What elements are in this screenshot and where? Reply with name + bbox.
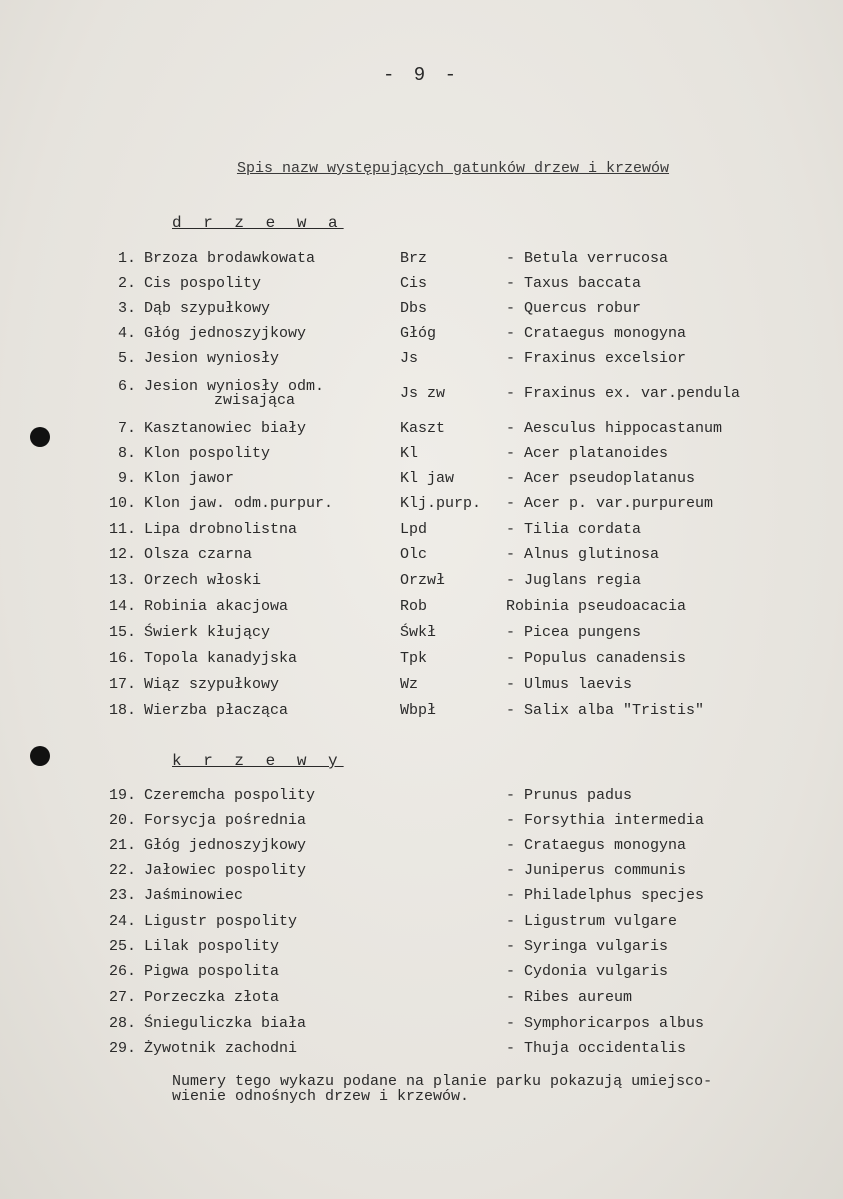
abbreviation: Js (400, 350, 419, 367)
polish-name: Głóg jednoszyjkowy (144, 837, 307, 854)
abbreviation: Kl jaw (400, 470, 455, 487)
polish-name: Jesion wyniosły (144, 350, 280, 367)
latin-name: - Acer p. var.purpureum (506, 495, 714, 512)
document-title: Spis nazw występujących gatunków drzew i krzewów (236, 160, 670, 177)
latin-name: - Crataegus monogyna (506, 325, 687, 342)
item-number: 27. (108, 989, 136, 1006)
polish-name: Wierzba płacząca (144, 702, 289, 719)
abbreviation: Tpk (400, 650, 428, 667)
abbreviation: Olc (400, 546, 428, 563)
abbreviation: Dbs (400, 300, 428, 317)
item-number: 3. (117, 300, 136, 317)
polish-name: Orzech włoski (144, 572, 262, 589)
abbreviation: Śwkł (400, 624, 437, 641)
item-number: 26. (108, 963, 136, 980)
abbreviation: Brz (400, 250, 428, 267)
item-number: 2. (117, 275, 136, 292)
item-number: 17. (108, 676, 136, 693)
polish-name: Wiąz szypułkowy (144, 676, 280, 693)
page-number: - 9 - (382, 64, 460, 86)
item-number: 22. (108, 862, 136, 879)
abbreviation: Js zw (400, 385, 446, 402)
polish-name: Świerk kłujący (144, 624, 271, 641)
trees-heading: d r z e w a (172, 214, 344, 232)
abbreviation: Orzwł (400, 572, 446, 589)
latin-name: Robinia pseudoacacia (506, 598, 687, 615)
footnote-line-2: wienie odnośnych drzew i krzewów. (172, 1088, 470, 1105)
latin-name: - Acer pseudoplatanus (506, 470, 696, 487)
latin-name: - Picea pungens (506, 624, 642, 641)
item-number: 25. (108, 938, 136, 955)
latin-name: - Betula verrucosa (506, 250, 669, 267)
item-number: 5. (117, 350, 136, 367)
polish-name: Klon pospolity (144, 445, 271, 462)
polish-name: Śnieguliczka biała (144, 1015, 307, 1032)
item-number: 14. (108, 598, 136, 615)
item-number: 12. (108, 546, 136, 563)
item-number: 4. (117, 325, 136, 342)
polish-name: Klon jawor (144, 470, 235, 487)
item-number: 28. (108, 1015, 136, 1032)
punch-hole-top (30, 427, 50, 447)
polish-name: Lilak pospolity (144, 938, 280, 955)
polish-name: Forsycja pośrednia (144, 812, 307, 829)
latin-name: - Prunus padus (506, 787, 633, 804)
latin-name: - Ligustrum vulgare (506, 913, 678, 930)
item-number: 8. (117, 445, 136, 462)
polish-name: Lipa drobnolistna (144, 521, 298, 538)
polish-name: Jaśminowiec (144, 887, 244, 904)
latin-name: - Fraxinus ex. var.pendula (506, 385, 741, 402)
item-number: 23. (108, 887, 136, 904)
abbreviation: Klj.purp. (400, 495, 482, 512)
item-number: 19. (108, 787, 136, 804)
item-number: 1. (117, 250, 136, 267)
latin-name: - Taxus baccata (506, 275, 642, 292)
polish-name: Pigwa pospolita (144, 963, 280, 980)
latin-name: - Syringa vulgaris (506, 938, 669, 955)
abbreviation: Wz (400, 676, 419, 693)
latin-name: - Philadelphus specjes (506, 887, 705, 904)
latin-name: - Symphoricarpos albus (506, 1015, 705, 1032)
punch-hole-bottom (30, 746, 50, 766)
polish-name: Kasztanowiec biały (144, 420, 307, 437)
polish-name: Klon jaw. odm.purpur. (144, 495, 334, 512)
polish-name: Czeremcha pospolity (144, 787, 316, 804)
item-number: 21. (108, 837, 136, 854)
item-number: 29. (108, 1040, 136, 1057)
latin-name: - Acer platanoides (506, 445, 669, 462)
polish-name: Dąb szypułkowy (144, 300, 271, 317)
item-number: 24. (108, 913, 136, 930)
latin-name: - Juglans regia (506, 572, 642, 589)
latin-name: - Aesculus hippocastanum (506, 420, 723, 437)
polish-name: Topola kanadyjska (144, 650, 298, 667)
latin-name: - Ulmus laevis (506, 676, 633, 693)
polish-name: Olsza czarna (144, 546, 253, 563)
footnote-line-1: Numery tego wykazu podane na planie parku pokazują umiejsco- (172, 1073, 713, 1090)
item-number: 16. (108, 650, 136, 667)
latin-name: - Fraxinus excelsior (506, 350, 687, 367)
item-number: 20. (108, 812, 136, 829)
item-number: 10. (108, 495, 136, 512)
polish-name: Porzeczka złota (144, 989, 280, 1006)
item-number: 7. (117, 420, 136, 437)
polish-name: Jałowiec pospolity (144, 862, 307, 879)
abbreviation: Lpd (400, 521, 428, 538)
polish-name: Głóg jednoszyjkowy (144, 325, 307, 342)
polish-name: Robinia akacjowa (144, 598, 289, 615)
polish-name: Ligustr pospolity (144, 913, 298, 930)
polish-name: Cis pospolity (144, 275, 262, 292)
abbreviation: Kl (400, 445, 419, 462)
latin-name: - Cydonia vulgaris (506, 963, 669, 980)
latin-name: - Ribes aureum (506, 989, 633, 1006)
polish-name: Jesion wyniosły odm. (144, 378, 325, 395)
latin-name: - Thuja occidentalis (506, 1040, 687, 1057)
abbreviation: Cis (400, 275, 428, 292)
latin-name: - Crataegus monogyna (506, 837, 687, 854)
latin-name: - Tilia cordata (506, 521, 642, 538)
item-number: 11. (108, 521, 136, 538)
item-number: 15. (108, 624, 136, 641)
polish-name: Brzoza brodawkowata (144, 250, 316, 267)
latin-name: - Forsythia intermedia (506, 812, 705, 829)
item-number: 9. (117, 470, 136, 487)
item-number: 18. (108, 702, 136, 719)
polish-name-continuation: zwisająca (214, 392, 296, 409)
abbreviation: Kaszt (400, 420, 446, 437)
latin-name: - Quercus robur (506, 300, 642, 317)
latin-name: - Salix alba "Tristis" (506, 702, 705, 719)
item-number: 6. (117, 378, 136, 395)
polish-name: Żywotnik zachodni (144, 1040, 298, 1057)
latin-name: - Alnus glutinosa (506, 546, 660, 563)
abbreviation: Głóg (400, 325, 437, 342)
footnote (172, 1074, 812, 1104)
abbreviation: Wbpł (400, 702, 437, 719)
shrubs-heading: k r z e w y (172, 752, 344, 770)
latin-name: - Populus canadensis (506, 650, 687, 667)
abbreviation: Rob (400, 598, 428, 615)
latin-name: - Juniperus communis (506, 862, 687, 879)
item-number: 13. (108, 572, 136, 589)
